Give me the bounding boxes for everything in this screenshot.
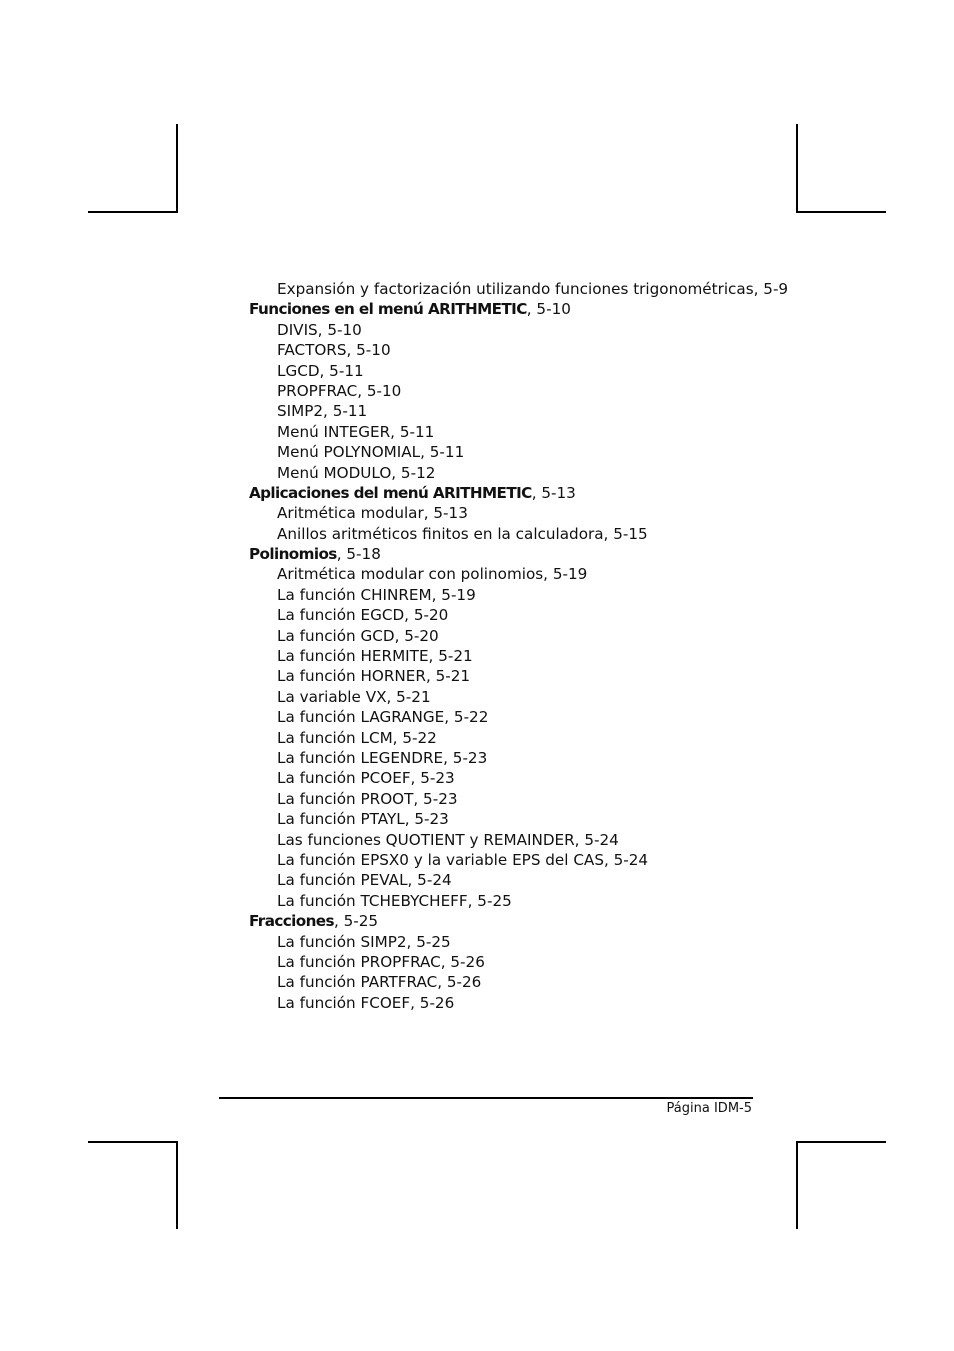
toc-section-title: Aplicaciones del menú ARITHMETIC xyxy=(249,483,532,502)
crop-mark xyxy=(88,1141,178,1143)
toc-subentry: La función EGCD, 5-20 xyxy=(277,606,449,625)
toc-section-entry xyxy=(249,299,849,319)
toc-subentry: Aritmética modular con polinomios, 5-19 xyxy=(277,565,588,584)
crop-mark xyxy=(176,1141,178,1229)
toc-subentry: La función SIMP2, 5-25 xyxy=(277,932,451,951)
toc-section-page: , 5-25 xyxy=(333,912,379,931)
toc-section-entry xyxy=(249,911,849,931)
toc-section-page: , 5-13 xyxy=(531,483,576,502)
table-of-contents xyxy=(249,279,849,1013)
toc-section-title: Polinomios xyxy=(249,545,337,564)
toc-subentry: PROPFRAC, 5-10 xyxy=(277,381,402,400)
toc-subentry: La función PCOEF, 5-23 xyxy=(277,769,455,788)
toc-subentry: FACTORS, 5-10 xyxy=(277,341,391,360)
toc-subentry: La función CHINREM, 5-19 xyxy=(277,585,476,604)
toc-subentry: La función HERMITE, 5-21 xyxy=(277,647,473,666)
toc-subentry: La función GCD, 5-20 xyxy=(277,626,439,645)
toc-subentry: Menú MODULO, 5-12 xyxy=(277,463,436,482)
toc-subentry: La función PROOT, 5-23 xyxy=(277,789,458,808)
toc-subentry: Anillos aritméticos finitos en la calculadora, 5-15 xyxy=(277,524,648,543)
toc-subentry: La función PEVAL, 5-24 xyxy=(277,871,452,890)
crop-mark xyxy=(88,211,178,213)
toc-subentry: La función LCM, 5-22 xyxy=(277,728,437,747)
toc-section-title: Fracciones xyxy=(249,912,334,931)
toc-subentry: DIVIS, 5-10 xyxy=(277,320,362,339)
toc-subentry: La función FCOEF, 5-26 xyxy=(277,993,455,1012)
toc-subentry: Expansión y factorización utilizando funciones trigonométricas, 5-9 xyxy=(277,280,789,298)
toc-subentry: Menú INTEGER, 5-11 xyxy=(277,422,435,441)
toc-subentry: Aritmética modular, 5-13 xyxy=(277,504,468,523)
toc-section-page: , 5-10 xyxy=(526,300,571,319)
crop-mark xyxy=(796,1141,886,1143)
toc-subentry: La función EPSX0 y la variable EPS del CAS, 5-24 xyxy=(277,850,649,869)
toc-section-title: Funciones en el menú ARITHMETIC xyxy=(249,300,527,319)
toc-subentry: La función PROPFRAC, 5-26 xyxy=(277,952,485,971)
toc-subentry: SIMP2, 5-11 xyxy=(277,402,368,421)
toc-subentry: La variable VX, 5-21 xyxy=(277,687,431,706)
toc-subentry: Las funciones QUOTIENT y REMAINDER, 5-24 xyxy=(277,830,619,849)
toc-subentry: LGCD, 5-11 xyxy=(277,361,364,380)
toc-subentry: La función TCHEBYCHEFF, 5-25 xyxy=(277,891,512,910)
footer-rule xyxy=(219,1097,753,1099)
toc-section-entry xyxy=(249,483,849,503)
toc-subentry: La función HORNER, 5-21 xyxy=(277,667,471,686)
toc-subentry: La función PARTFRAC, 5-26 xyxy=(277,973,482,992)
crop-mark xyxy=(176,124,178,212)
toc-section-entry xyxy=(249,544,849,564)
crop-mark xyxy=(796,211,886,213)
page-number: Página IDM-5 xyxy=(666,1101,752,1116)
toc-section-page: , 5-18 xyxy=(336,545,381,564)
crop-mark xyxy=(796,1141,798,1229)
toc-subentry: La función PTAYL, 5-23 xyxy=(277,810,449,829)
toc-subentry: La función LEGENDRE, 5-23 xyxy=(277,748,488,767)
toc-subentry: Menú POLYNOMIAL, 5-11 xyxy=(277,443,465,462)
toc-subentry: La función LAGRANGE, 5-22 xyxy=(277,708,489,727)
crop-mark xyxy=(796,124,798,212)
